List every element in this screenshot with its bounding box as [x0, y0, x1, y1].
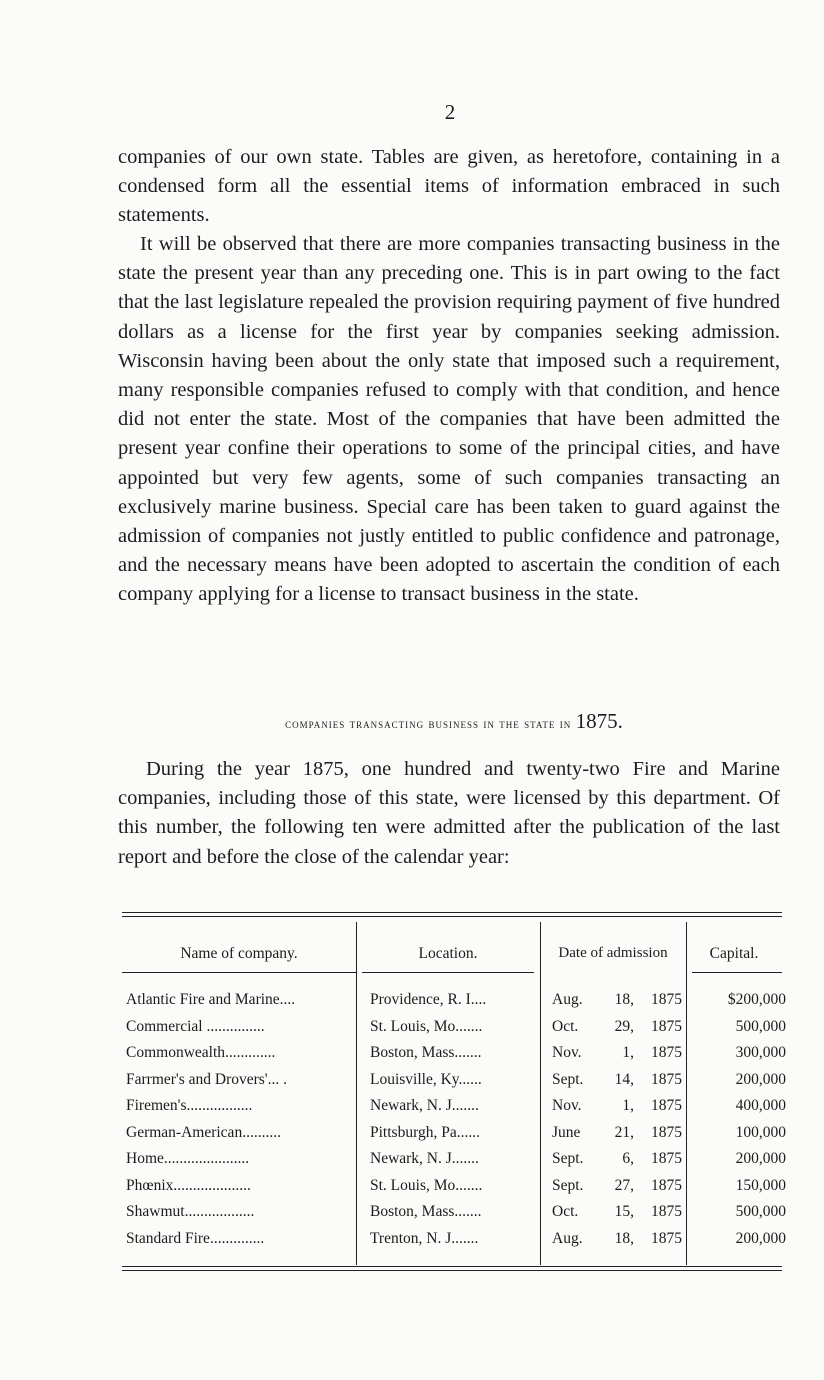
table-row — [122, 1017, 786, 1044]
company-name: Firemen's — [126, 1097, 187, 1114]
table-bottom-rule-inner — [122, 1270, 782, 1271]
company-location: St. Louis, Mo — [370, 1176, 456, 1194]
table-top-rule-inner — [122, 916, 782, 917]
admission-day: 29, — [614, 1017, 634, 1035]
admission-day: 21, — [614, 1123, 634, 1141]
paragraph-1: companies of our own state. Tables are given, as heretofore, containing in a condensed form all the essential items of information embraced in such statements. — [118, 146, 780, 227]
admission-month: Nov. — [552, 1097, 582, 1114]
table-row — [122, 990, 786, 1017]
admission-year: 1875 — [651, 1203, 682, 1220]
company-name: German-American — [126, 1123, 243, 1141]
admission-year: 1875 — [651, 1097, 682, 1114]
dot-leader: ....... — [455, 1017, 483, 1035]
dot-leader: ....... — [451, 1229, 479, 1247]
section-heading — [0, 709, 824, 734]
section-heading-year: 1875. — [575, 709, 623, 733]
company-name: Standard Fire — [126, 1229, 210, 1247]
admission-day: 6, — [622, 1150, 634, 1167]
dot-leader: ....... — [454, 1203, 482, 1220]
header-underline — [362, 972, 534, 973]
company-location: Trenton, N. J — [370, 1229, 452, 1247]
paragraph-3: During the year 1875, one hundred and twenty-two Fire and Marine companies, including those of this state, were licensed by this department. Of this number, the following ten were admitted after the publication of the last report and before the close of the calendar year: — [118, 758, 780, 868]
admission-day: 14, — [614, 1070, 634, 1088]
company-name: Commercial — [126, 1017, 203, 1035]
table-body — [122, 990, 786, 1255]
admission-month: Nov. — [552, 1044, 582, 1061]
capital-value: 200,000 — [735, 1229, 786, 1247]
company-location: St. Louis, Mo — [370, 1017, 456, 1035]
admission-year: 1875 — [651, 1123, 682, 1141]
table-row — [122, 1070, 786, 1097]
admission-month: Oct. — [552, 1017, 579, 1035]
dot-leader: ............... — [202, 1017, 265, 1035]
table-bottom-rule — [122, 1266, 782, 1267]
capital-value: 150,000 — [735, 1176, 786, 1194]
dot-leader: .... — [470, 991, 487, 1008]
table-row — [122, 1043, 786, 1070]
admission-year: 1875 — [651, 991, 682, 1008]
capital-value: 300,000 — [735, 1044, 786, 1061]
capital-value: 200,000 — [735, 1150, 786, 1167]
company-name: Farrmer's and Drovers' — [126, 1070, 268, 1088]
admission-year: 1875 — [651, 1150, 682, 1167]
dot-leader: ....... — [451, 1150, 479, 1167]
admission-month: Sept. — [552, 1176, 584, 1194]
admission-year: 1875 — [651, 1176, 682, 1194]
dot-leader: .... — [279, 991, 296, 1008]
table-row — [122, 1123, 786, 1150]
table-row — [122, 1229, 786, 1256]
page-number: 2 — [444, 100, 456, 124]
company-name: Shawmut — [126, 1203, 185, 1220]
admission-year: 1875 — [651, 1229, 682, 1247]
capital-value: 200,000 — [735, 1070, 786, 1088]
admission-month: Sept. — [552, 1070, 584, 1088]
admission-year: 1875 — [651, 1017, 682, 1035]
dot-leader: ...................... — [163, 1150, 250, 1167]
dot-leader: ...... — [456, 1123, 480, 1141]
company-name: Commonwealth — [126, 1044, 226, 1061]
company-name: Atlantic Fire and Marine — [126, 991, 280, 1008]
admission-day: 27, — [614, 1176, 634, 1194]
dot-leader: .............. — [209, 1229, 265, 1247]
table-row — [122, 1096, 786, 1123]
capital-value: 400,000 — [735, 1097, 786, 1114]
table-row — [122, 1149, 786, 1176]
company-location: Providence, R. I — [370, 991, 471, 1008]
header-date: Date of admission — [558, 945, 668, 961]
company-location: Newark, N. J — [370, 1150, 452, 1167]
admission-month: Sept. — [552, 1150, 584, 1167]
company-location: Louisville, Ky — [370, 1070, 459, 1088]
capital-value: $200,000 — [727, 991, 786, 1008]
header-name: Name of company. — [180, 945, 298, 962]
admission-day: 1, — [622, 1044, 634, 1061]
dot-leader: ....... — [451, 1097, 479, 1114]
company-location: Newark, N. J — [370, 1097, 452, 1114]
admission-year: 1875 — [651, 1044, 682, 1061]
admission-day: 1, — [622, 1097, 634, 1114]
dot-leader: ....... — [455, 1176, 483, 1194]
admission-year: 1875 — [651, 1070, 682, 1088]
capital-value: 500,000 — [735, 1017, 786, 1035]
dot-leader: ... . — [267, 1070, 287, 1088]
dot-leader: ............. — [225, 1044, 276, 1061]
header-location: Location. — [418, 945, 478, 962]
admission-day: 18, — [614, 1229, 634, 1247]
dot-leader: ....... — [454, 1044, 482, 1061]
dot-leader: ................. — [186, 1097, 253, 1114]
table-row — [122, 1176, 786, 1203]
admission-month: June — [552, 1123, 581, 1141]
capital-value: 100,000 — [735, 1123, 786, 1141]
header-underline — [692, 972, 782, 973]
admission-day: 15, — [614, 1203, 634, 1220]
section-heading-text: companies transacting business in the state in — [285, 716, 572, 731]
company-name: Home — [126, 1150, 164, 1167]
admission-month: Aug. — [552, 1229, 583, 1247]
header-capital: Capital. — [709, 945, 759, 962]
capital-value: 500,000 — [735, 1203, 786, 1220]
dot-leader: ...... — [458, 1070, 482, 1088]
company-location: Boston, Mass — [370, 1203, 455, 1220]
company-location: Pittsburgh, Pa — [370, 1123, 457, 1141]
dot-leader: .................. — [184, 1203, 255, 1220]
company-name: Phœnix — [126, 1176, 174, 1194]
dot-leader: .................... — [173, 1176, 251, 1194]
table-top-rule — [122, 912, 782, 913]
admission-month: Oct. — [552, 1203, 579, 1220]
company-location: Boston, Mass — [370, 1044, 455, 1061]
dot-leader: .......... — [242, 1123, 281, 1141]
admission-day: 18, — [614, 991, 634, 1008]
header-underline — [122, 972, 356, 973]
paragraph-2: It will be observed that there are more companies transacting business in the state the present year than any preceding one. This is in part owing to the fact that the last legislature repealed the provision requiring payment of five hundred dollars as a license for the first year by companies seeking admission. Wisconsin having been about the only state that imposed such a requirement, many responsible companies refused to comply with that condition, and hence did not enter the state. Most of the companies that have been admitted the present year confine their operations to some of the principal cities, and have appointed but very few agents, some of such companies transacting an exclusively marine business. Special care has been taken to guard against the admission of companies not justly entitled to public confidence and patronage, and the necessary means have been adopted to ascertain the condition of each company applying for a license to transact business in the state. — [118, 233, 780, 606]
companies-table — [122, 912, 786, 1272]
admission-month: Aug. — [552, 991, 583, 1008]
table-row — [122, 1202, 786, 1229]
